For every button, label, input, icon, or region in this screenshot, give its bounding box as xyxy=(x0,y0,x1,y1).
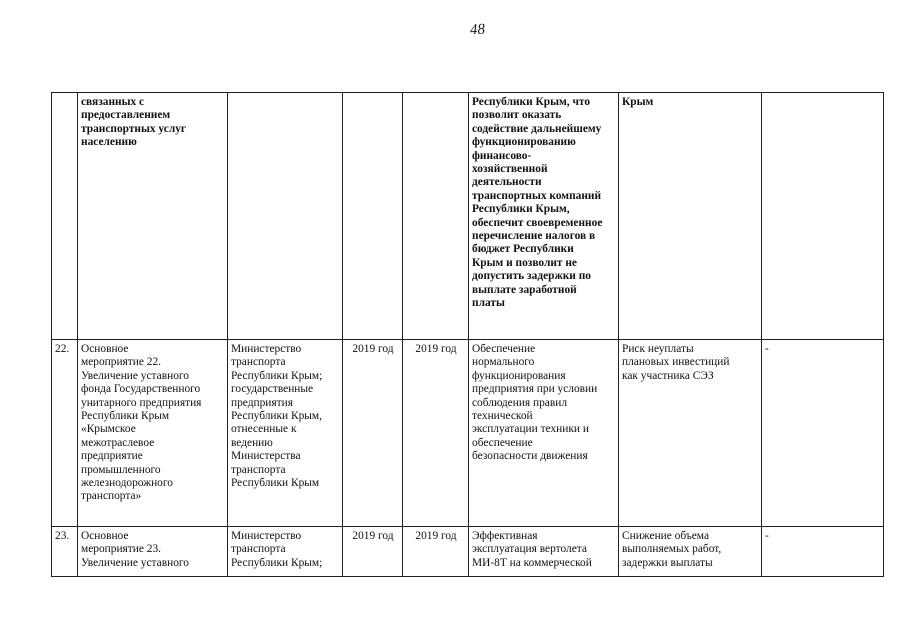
activity-cell: Основное мероприятие 22. Увеличение уставного фонда Государственного унитарного предприятия Республики Крым «Крымское межотраслевое предприятие промышленного железнодорожного транспорта» xyxy=(78,340,228,527)
table-row xyxy=(52,93,884,340)
risk-cell: Риск неуплаты плановых инвестиций как участника СЭЗ xyxy=(619,340,762,527)
expected-result-cell: Обеспечение нормального функционирования предприятия при условии соблюдения правил технической эксплуатации техники и обеспечение безопасности движения xyxy=(469,340,619,527)
executor-cell: Министерство транспорта Республики Крым; государственные предприятия Республики Крым, отнесенные к ведению Министерства транспорта Республики Крым xyxy=(228,340,343,527)
table-row xyxy=(52,527,884,577)
risk-cell: Снижение объема выполняемых работ, задержки выплаты xyxy=(619,527,762,577)
start-year-cell: 2019 год xyxy=(343,527,403,577)
row-number-cell: 23. xyxy=(52,527,78,577)
end-year-cell: 2019 год xyxy=(403,527,469,577)
note-cell xyxy=(762,93,884,340)
row-number-cell: 22. xyxy=(52,340,78,527)
table-row xyxy=(52,340,884,527)
activity-cell: Основное мероприятие 23. Увеличение уставного xyxy=(78,527,228,577)
start-year-cell: 2019 год xyxy=(343,340,403,527)
start-year-cell xyxy=(343,93,403,340)
end-year-cell xyxy=(403,93,469,340)
activity-cell: связанных с предоставлением транспортных услуг населению xyxy=(78,93,228,340)
program-activities-table xyxy=(51,92,884,577)
end-year-cell: 2019 год xyxy=(403,340,469,527)
executor-cell xyxy=(228,93,343,340)
note-cell: - xyxy=(762,340,884,527)
row-number-cell xyxy=(52,93,78,340)
expected-result-cell: Республики Крым, что позволит оказать содействие дальнейшему функционированию финансово- хозяйственной деятельности транспортных компаний Республики Крым, обеспечит своевременное перечисление налогов в бюджет Республики Крым и позволит не допустить задержки по выплате заработной платы xyxy=(469,93,619,340)
page-number: 48 xyxy=(469,21,486,39)
risk-cell: Крым xyxy=(619,93,762,340)
expected-result-cell: Эффективная эксплуатация вертолета МИ-8Т на коммерческой xyxy=(469,527,619,577)
executor-cell: Министерство транспорта Республики Крым; xyxy=(228,527,343,577)
note-cell: - xyxy=(762,527,884,577)
